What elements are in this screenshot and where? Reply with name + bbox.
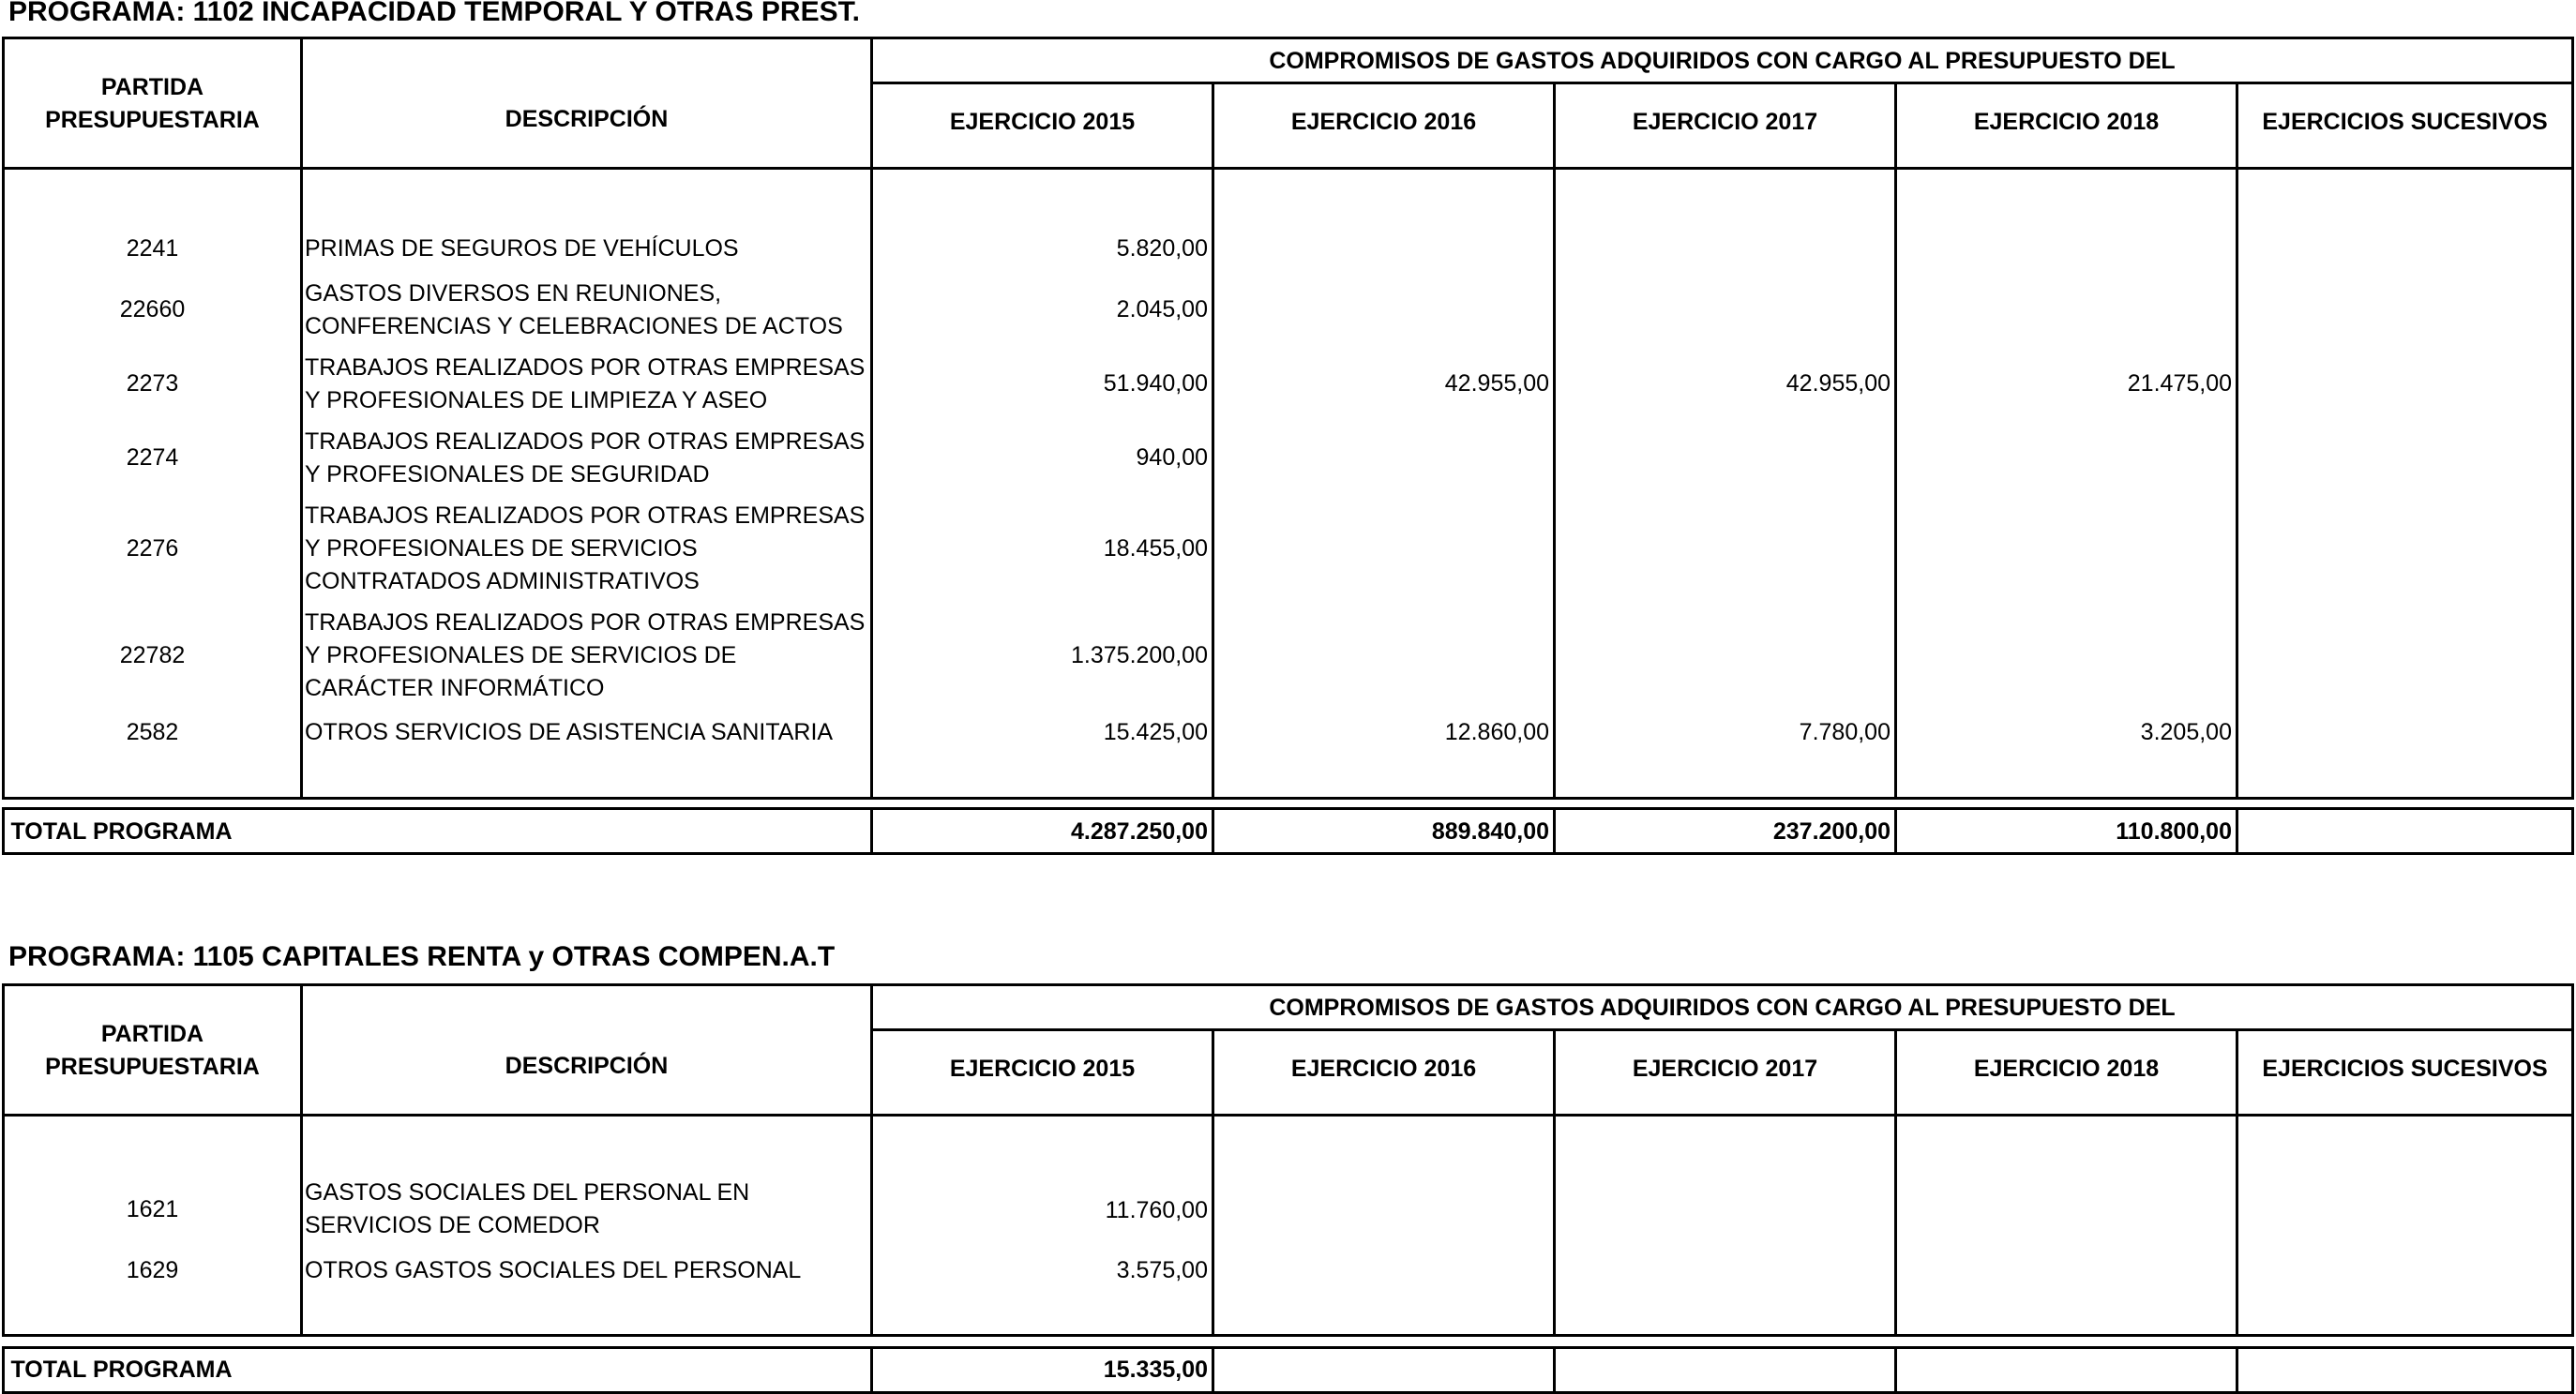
header-partida: PARTIDA [100,1021,204,1047]
partida-code: 2274 [126,444,179,471]
row-description: Y PROFESIONALES DE SERVICIOS DE [305,642,737,668]
row-description: CARÁCTER INFORMÁTICO [305,675,605,701]
amount-2017: 42.955,00 [1785,370,1891,397]
row-description: PRIMAS DE SEGUROS DE VEHÍCULOS [305,235,739,262]
budget-table [2,983,2574,1337]
total-row [2,1346,2574,1394]
total-label: TOTAL PROGRAMA [10,818,233,845]
header-year: EJERCICIO 2018 [1973,1056,2160,1082]
program-title: PROGRAMA: 1102 INCAPACIDAD TEMPORAL Y OTRAS PREST. [8,0,860,27]
header-descripcion: DESCRIPCIÓN [505,106,669,132]
header-year: EJERCICIOS SUCESIVOS [2262,1056,2548,1082]
row-description: GASTOS SOCIALES DEL PERSONAL EN [305,1179,750,1206]
row-description: CONTRATADOS ADMINISTRATIVOS [305,568,700,594]
amount-2016: 12.860,00 [1444,719,1549,745]
row-description: OTROS GASTOS SOCIALES DEL PERSONAL [305,1257,802,1283]
amount-2015: 1.375.200,00 [1071,642,1208,668]
amount-2015: 15.425,00 [1103,719,1208,745]
header-year: EJERCICIO 2015 [949,109,1136,135]
total-2015: 4.287.250,00 [1071,818,1208,845]
amount-2018: 3.205,00 [2140,719,2232,745]
header-partida: PRESUPUESTARIA [45,107,260,133]
program-title: PROGRAMA: 1105 CAPITALES RENTA y OTRAS COMPEN.A.T [8,941,836,972]
amount-2015: 5.820,00 [1116,235,1208,262]
amount-2015: 51.940,00 [1103,370,1208,397]
row-description: SERVICIOS DE COMEDOR [305,1212,600,1238]
row-description: Y PROFESIONALES DE SERVICIOS [305,535,698,562]
header-descripcion: DESCRIPCIÓN [505,1053,669,1079]
row-description: Y PROFESIONALES DE SEGURIDAD [305,461,710,487]
amount-2015: 940,00 [1136,444,1208,471]
total-2016: 889.840,00 [1431,818,1549,845]
header-year: EJERCICIO 2016 [1290,109,1477,135]
header-year: EJERCICIO 2017 [1632,1056,1818,1082]
header-compromisos: COMPROMISOS DE GASTOS ADQUIRIDOS CON CARGO AL PRESUPUESTO DEL [1269,48,2176,74]
row-description: GASTOS DIVERSOS EN REUNIONES, [305,280,722,307]
row-description: Y PROFESIONALES DE LIMPIEZA Y ASEO [305,387,768,413]
row-description: OTROS SERVICIOS DE ASISTENCIA SANITARIA [305,719,834,745]
amount-2018: 21.475,00 [2127,370,2232,397]
partida-code: 22660 [119,296,186,322]
partida-code: 1629 [126,1257,179,1283]
header-year: EJERCICIO 2015 [949,1056,1136,1082]
amount-2015: 11.760,00 [1105,1197,1208,1223]
row-description: CONFERENCIAS Y CELEBRACIONES DE ACTOS [305,313,843,339]
total-label: TOTAL PROGRAMA [10,1357,233,1383]
total-row [2,807,2574,855]
amount-2016: 42.955,00 [1444,370,1549,397]
total-2017: 237.200,00 [1772,818,1891,845]
header-year: EJERCICIO 2018 [1973,109,2160,135]
header-partida: PARTIDA [100,74,204,100]
partida-code: 2241 [126,235,179,262]
amount-2015: 18.455,00 [1103,535,1208,562]
header-year: EJERCICIO 2017 [1632,109,1818,135]
header-compromisos: COMPROMISOS DE GASTOS ADQUIRIDOS CON CARGO AL PRESUPUESTO DEL [1269,995,2176,1021]
total-2015: 15.335,00 [1103,1357,1208,1383]
header-year: EJERCICIO 2016 [1290,1056,1477,1082]
partida-code: 22782 [119,642,186,668]
partida-code: 2582 [126,719,179,745]
partida-code: 1621 [126,1196,179,1222]
partida-code: 2276 [126,535,179,562]
amount-2017: 7.780,00 [1799,719,1891,745]
budget-table [2,37,2574,800]
row-description: TRABAJOS REALIZADOS POR OTRAS EMPRESAS [305,502,866,529]
amount-2015: 2.045,00 [1116,296,1208,322]
partida-code: 2273 [126,370,179,397]
header-partida: PRESUPUESTARIA [45,1054,260,1080]
row-description: TRABAJOS REALIZADOS POR OTRAS EMPRESAS [305,609,866,636]
row-description: TRABAJOS REALIZADOS POR OTRAS EMPRESAS [305,428,866,455]
row-description: TRABAJOS REALIZADOS POR OTRAS EMPRESAS [305,354,866,381]
total-2018: 110.800,00 [2116,818,2232,845]
header-year: EJERCICIOS SUCESIVOS [2262,109,2548,135]
amount-2015: 3.575,00 [1116,1257,1208,1283]
